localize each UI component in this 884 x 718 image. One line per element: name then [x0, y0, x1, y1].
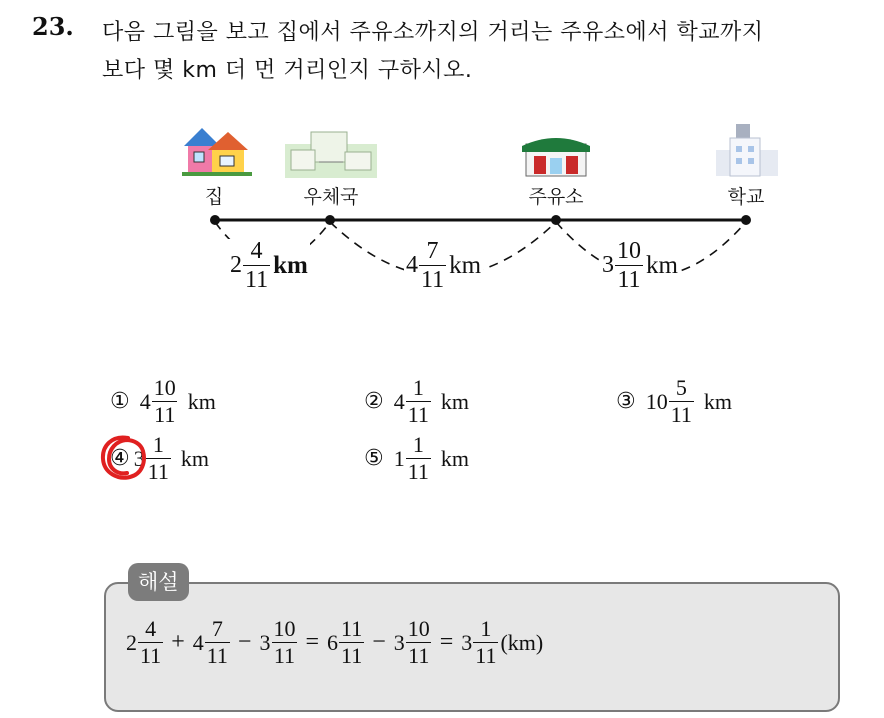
choice-3[interactable]: ③ 10 $\frac{5}{11}$ km: [616, 375, 733, 427]
selected-answer-circle: [98, 432, 150, 484]
choice-5[interactable]: ⑤ 1 $\frac{1}{11}$ km: [364, 432, 470, 484]
expl-term-1: 2 $\frac{4}{11}$: [126, 616, 162, 668]
segment-label-1: 2 $\frac{4}{11}$ km: [230, 238, 308, 293]
expl-op-equals: =: [439, 629, 454, 655]
place-label-home: 집: [204, 186, 224, 208]
choice-4[interactable]: ④ 3 $\frac{1}{11}$ km: [110, 432, 210, 484]
place-label-school: 학교: [727, 186, 765, 208]
place-label-gas-station: 주유소: [528, 186, 584, 208]
point-post-office: [325, 215, 335, 225]
question-text-line1: 다음 그림을 보고 집에서 주유소까지의 거리는 주유소에서 학교까지: [102, 20, 764, 45]
point-gas-station: [551, 215, 561, 225]
segment-label-3: 3 $\frac{10}{11}$ km: [602, 238, 678, 293]
point-school: [741, 215, 751, 225]
expl-op-minus: −: [372, 629, 386, 655]
expl-op-equals: =: [305, 629, 320, 655]
expl-result-unit: (km): [500, 629, 544, 655]
question-text-line2: 보다 몇 km 더 먼 거리인지 구하시오.: [102, 58, 473, 83]
expl-term-5: 3 $\frac{10}{11}$: [393, 616, 430, 668]
point-home: [210, 215, 220, 225]
expl-term-3: 3 $\frac{10}{11}$: [259, 616, 296, 668]
choice-1[interactable]: ① 4 $\frac{10}{11}$ km: [110, 375, 216, 427]
expl-term-4: 6 $\frac{11}{11}$: [327, 616, 363, 668]
choice-2[interactable]: ② 4 $\frac{1}{11}$ km: [364, 375, 470, 427]
question-number: 23.: [32, 12, 74, 41]
expl-op-minus: −: [237, 629, 252, 655]
explanation-equation: [126, 618, 543, 667]
expl-op-plus: +: [171, 629, 185, 655]
segment-label-2: 4 $\frac{7}{11}$ km: [406, 238, 482, 293]
place-label-post-office: 우체국: [303, 186, 359, 208]
expl-term-result: 3 $\frac{1}{11}$: [461, 616, 497, 668]
expl-term-2: 4 $\frac{7}{11}$: [192, 616, 228, 668]
explanation-label: 해설: [128, 563, 189, 601]
